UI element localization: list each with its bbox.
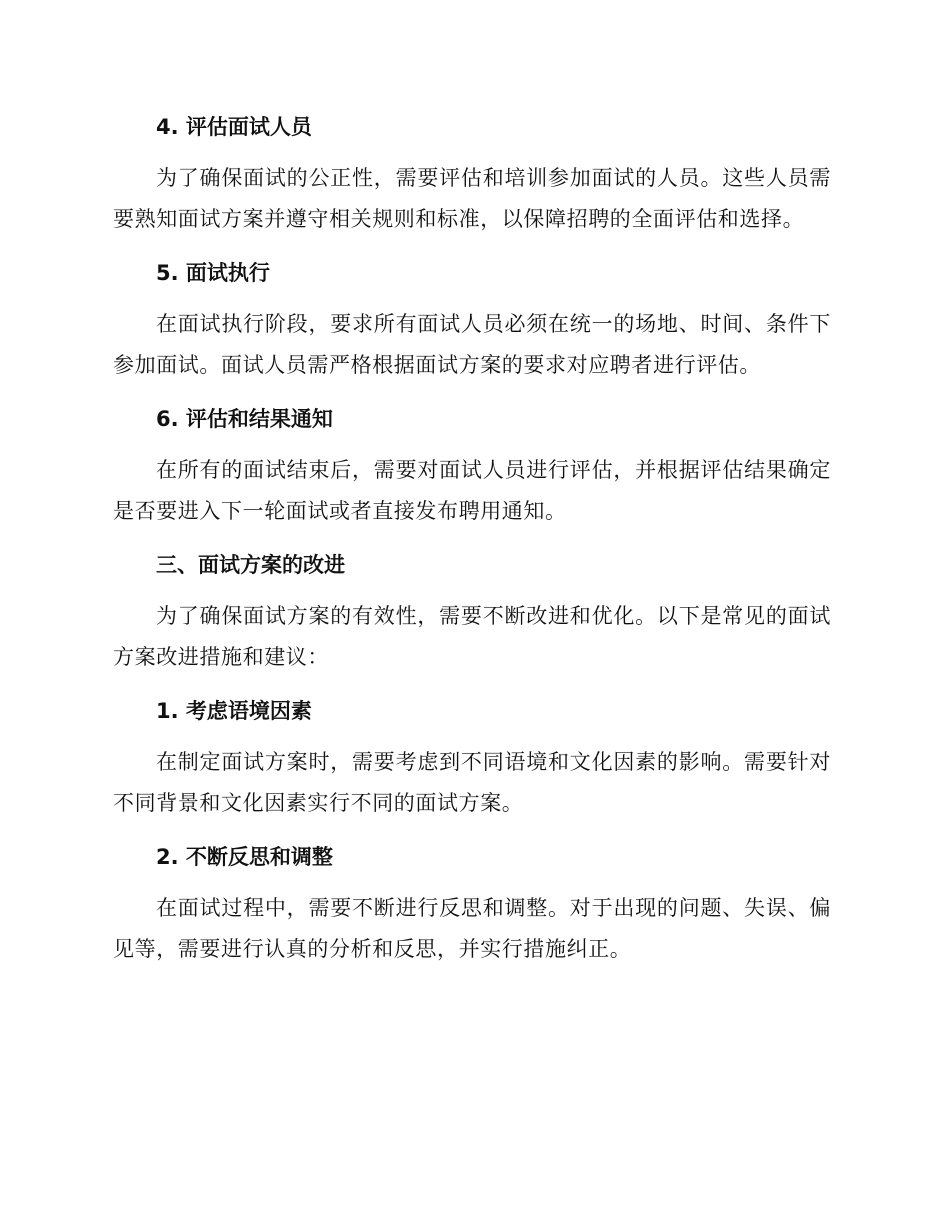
section-heading-evaluation-notification: 6. 评估和结果通知 <box>156 407 333 431</box>
section-heading-reflect-adjust: 2. 不断反思和调整 <box>156 845 333 869</box>
paragraph-interview-execution: 在面试执行阶段，要求所有面试人员必须在统一的场地、时间、条件下参加面试。面试人员需严格根据面试方案的要求对应聘者进行评估。 <box>113 312 831 377</box>
section-heading-interview-execution: 5. 面试执行 <box>156 261 270 285</box>
paragraph-evaluation-notification: 在所有的面试结束后，需要对面试人员进行评估，并根据评估结果确定是否要进入下一轮面试或者直接发布聘用通知。 <box>113 458 831 523</box>
paragraph-context-factors: 在制定面试方案时，需要考虑到不同语境和文化因素的影响。需要针对不同背景和文化因素实行不同的面试方案。 <box>113 750 831 815</box>
chapter-heading-plan-improvement: 三、面试方案的改进 <box>156 553 345 577</box>
section-heading-evaluate-interviewers: 4. 评估面试人员 <box>156 115 312 139</box>
paragraph-evaluate-interviewers: 为了确保面试的公正性，需要评估和培训参加面试的人员。这些人员需要熟知面试方案并遵守相关规则和标准，以保障招聘的全面评估和选择。 <box>113 166 831 231</box>
paragraph-plan-improvement: 为了确保面试方案的有效性，需要不断改进和优化。以下是常见的面试方案改进措施和建议： <box>113 604 831 669</box>
paragraph-reflect-adjust: 在面试过程中，需要不断进行反思和调整。对于出现的问题、失误、偏见等，需要进行认真的分析和反思，并实行措施纠正。 <box>113 896 831 961</box>
section-heading-context-factors: 1. 考虑语境因素 <box>156 699 312 723</box>
document-page <box>113 104 831 980</box>
